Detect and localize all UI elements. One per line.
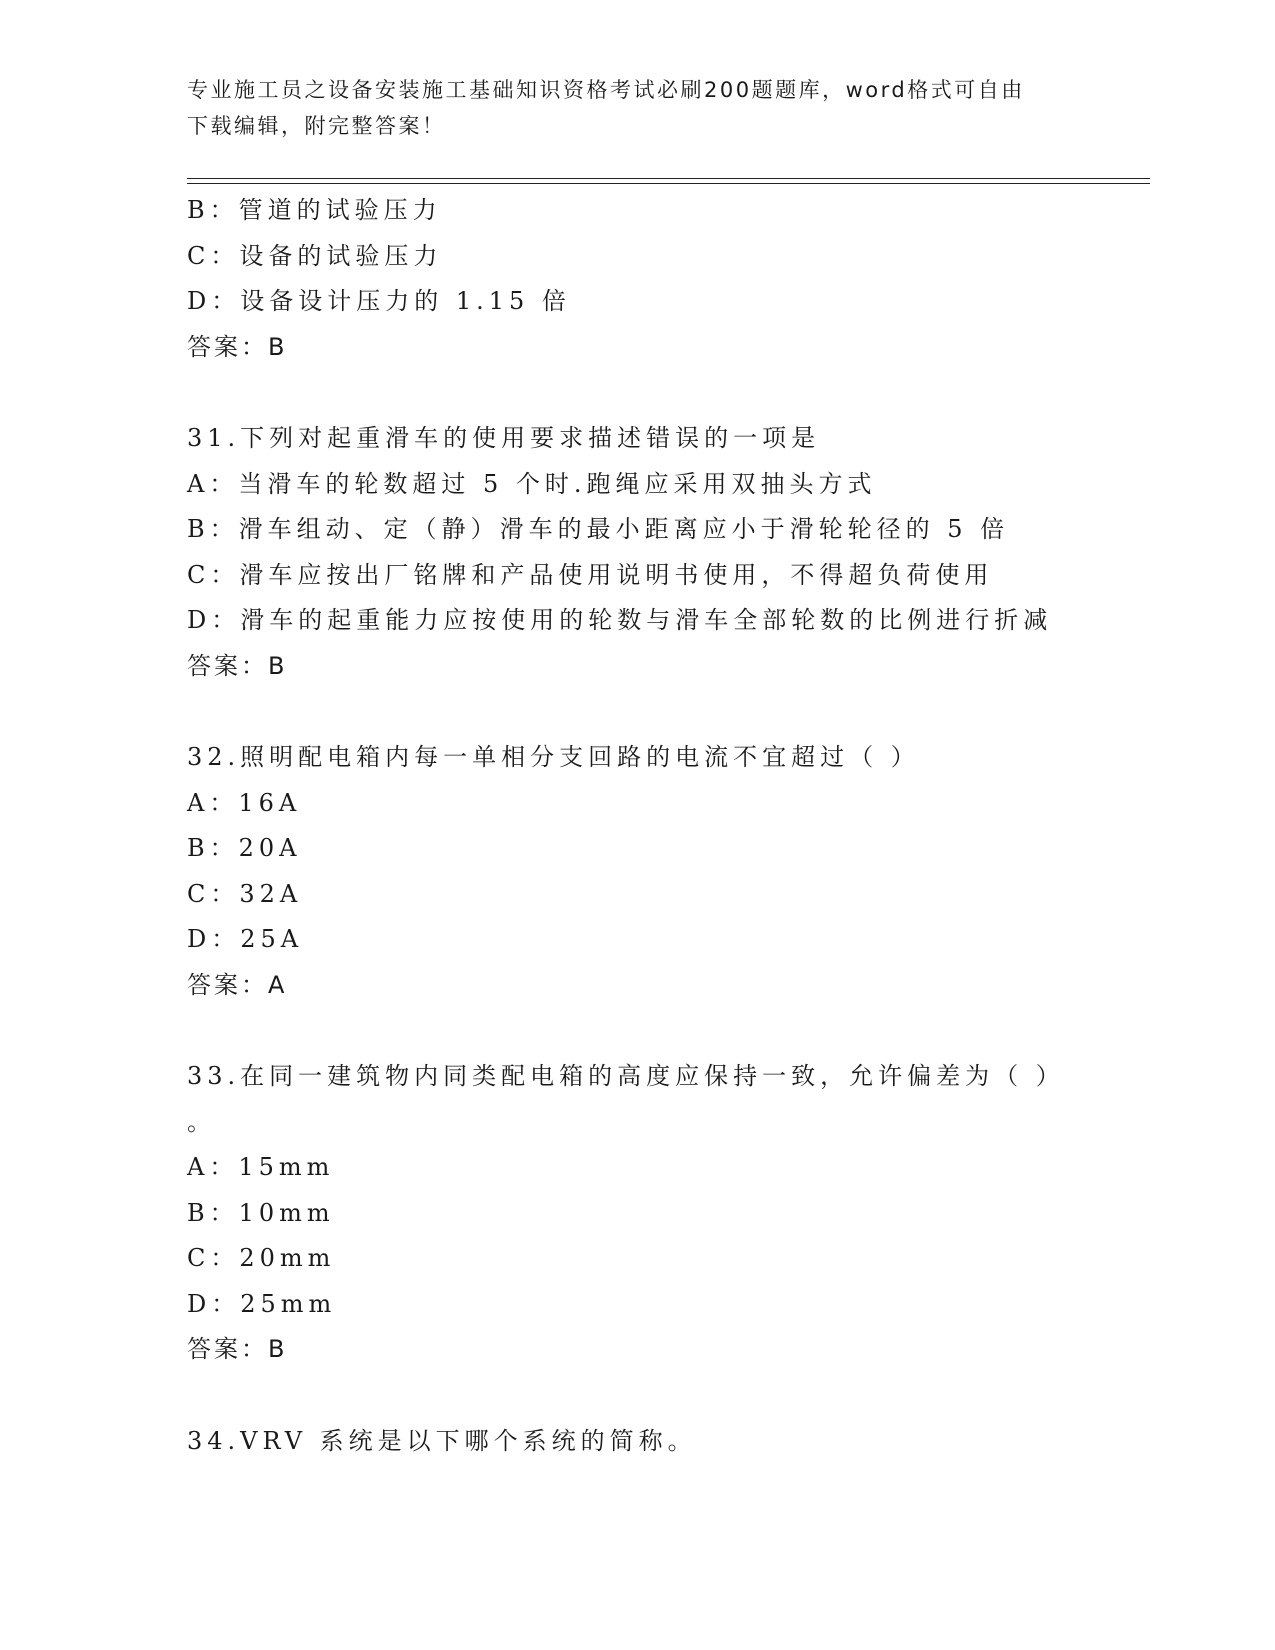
header-divider-bottom: [187, 183, 1150, 184]
question-31: [187, 416, 1147, 689]
answer-line: 答案：B: [187, 332, 288, 361]
option-d: D：25A: [187, 925, 304, 953]
question-text: 32.照明配电箱内每一单相分支回路的电流不宜超过（ ）: [187, 743, 920, 771]
option-a: A：15mm: [187, 1153, 335, 1181]
question-text: 34.VRV 系统是以下哪个系统的简称。: [187, 1426, 697, 1455]
question-text: 33.在同一建筑物内同类配电箱的高度应保持一致，允许偏差为（ ）: [187, 1062, 1065, 1090]
answer-line: 答案：B: [187, 651, 288, 680]
question-text-continuation: 。: [187, 1107, 216, 1136]
answer-line: 答案：B: [187, 1335, 288, 1363]
spacer: [187, 1373, 1147, 1419]
question-list: [187, 188, 1147, 1464]
question-30-tail: [187, 188, 1147, 370]
question-33: [187, 1054, 1147, 1373]
option-a: A：16A: [187, 788, 302, 817]
option-a: A：当滑车的轮数超过 5 个时.跑绳应采用双抽头方式: [187, 469, 877, 498]
option-c: C：滑车应按出厂铭牌和产品使用说明书使用，不得超负荷使用: [187, 560, 994, 589]
option-c: C：32A: [187, 879, 303, 908]
option-b: B：10mm: [187, 1198, 335, 1227]
header-title-line-1: 专业施工员之设备安装施工基础知识资格考试必刷200题题库，word格式可自由: [187, 78, 1025, 102]
header-title-line-2: 下载编辑，附完整答案！: [187, 114, 446, 138]
option-d: D：滑车的起重能力应按使用的轮数与滑车全部轮数的比例进行折减: [187, 606, 1053, 634]
question-34: [187, 1419, 1147, 1465]
header-divider-top: [187, 178, 1150, 179]
spacer: [187, 370, 1147, 416]
spacer: [187, 1008, 1147, 1054]
spacer: [187, 689, 1147, 735]
option-d: D：设备设计压力的 1.15 倍: [187, 287, 571, 315]
option-b: B：20A: [187, 834, 302, 862]
option-d: D：25mm: [187, 1289, 337, 1318]
option-c: C：20mm: [187, 1244, 336, 1272]
option-c: C：设备的试验压力: [187, 241, 443, 270]
question-32: [187, 735, 1147, 1008]
option-b: B：滑车组动、定（静）滑车的最小距离应小于滑轮轮径的 5 倍: [187, 515, 1010, 543]
question-text: 31.下列对起重滑车的使用要求描述错误的一项是: [187, 424, 821, 452]
document-header: [187, 72, 1087, 144]
option-b: B：管道的试验压力: [187, 196, 442, 224]
answer-line: 答案：A: [187, 970, 288, 999]
